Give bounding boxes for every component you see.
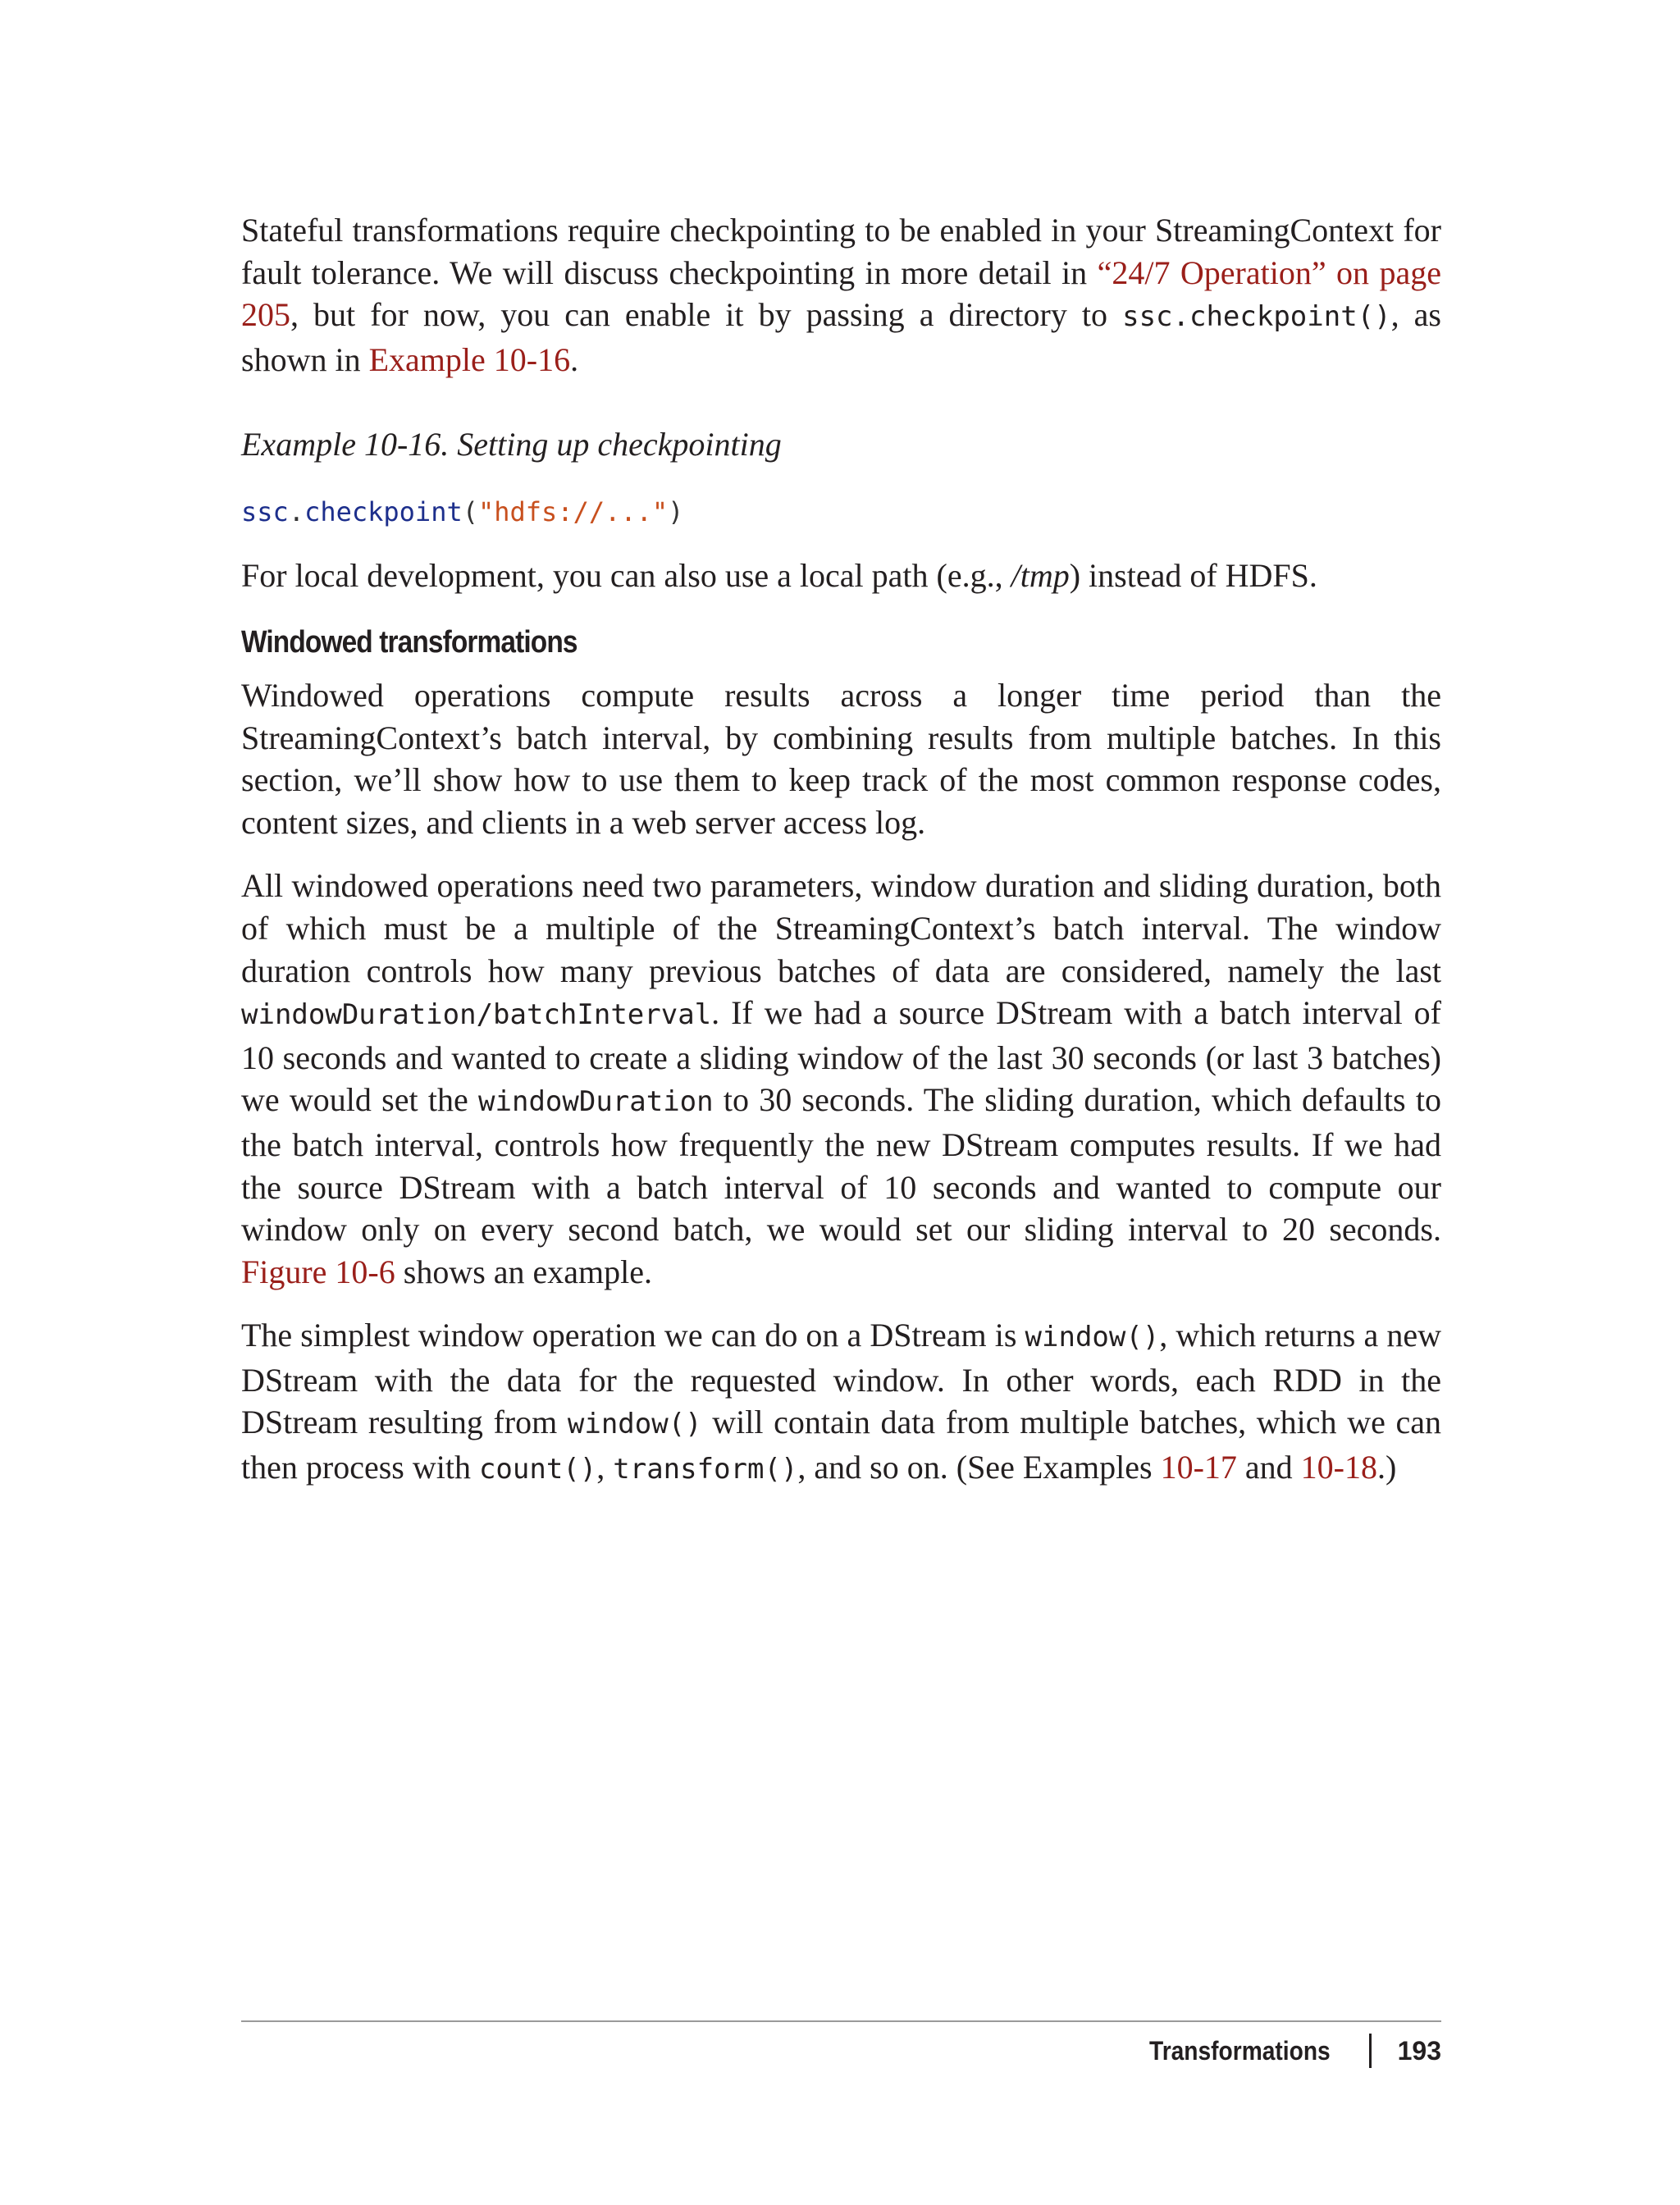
code-string: "hdfs://..." — [477, 496, 669, 528]
code-method: checkpoint — [304, 496, 463, 528]
text: .) — [1376, 1449, 1397, 1486]
text: , which returns a new DStream with the data for the requested window. In other words, each RDD in the DStream resulting from — [241, 1317, 1441, 1441]
example-caption: Example 10-16. Setting up checkpointing — [241, 426, 782, 463]
text: and — [1236, 1449, 1301, 1486]
text: , but for now, you can enable it by passing a directory to — [290, 296, 1123, 334]
paragraph-window-operation — [241, 1314, 1441, 1491]
link-24-7-operation[interactable]: “24/7 Operation” on page 205 — [241, 253, 1441, 334]
section-heading: Windowed transformations — [241, 624, 578, 660]
inline-code: ssc.checkpoint() — [1122, 300, 1391, 334]
footer-section-title: Transformations — [1148, 2036, 1331, 2066]
text: The simplest window operation we can do on a DStream is — [241, 1317, 1025, 1354]
inline-code: windowDuration — [478, 1085, 714, 1119]
text: , as shown in — [241, 296, 1441, 378]
text: , — [596, 1449, 614, 1486]
text: All windowed operations need two parameters, window duration and sliding duration, both of which must be a multiple of the StreamingContext’s batch interval. The window duration controls how many previous batches of data are considered, namely the last — [241, 867, 1441, 989]
inline-code: window() — [1025, 1321, 1160, 1354]
page-content — [241, 209, 1441, 1513]
inline-code: transform() — [613, 1453, 798, 1486]
inline-code: windowDuration/batchInterval — [241, 998, 712, 1032]
code-close-paren: ) — [668, 496, 684, 528]
footer-divider — [241, 2020, 1441, 2022]
link-example-10-16[interactable]: Example 10-16 — [368, 340, 571, 378]
text: will contain data from multiple batches, which we can then process with — [241, 1404, 1441, 1486]
text: For local development, you can also use a local path (e.g., — [241, 557, 1011, 595]
text: . If we had a source DStream with a batch interval of 10 seconds and wanted to create a sliding window of the last 30 seconds (or last 3 batches) we would set the — [241, 994, 1441, 1119]
text: to 30 seconds. The sliding duration, which defaults to the batch interval, controls how frequently the new DStream computes results. If we had the source DStream with a batch interval of 10 seconds and wanted to compute our window only on every second batch, we would set our sliding interval to 20 seconds. — [241, 1081, 1441, 1249]
text: . — [570, 340, 579, 378]
paragraph-windowed-intro — [241, 674, 1441, 843]
code-block — [241, 494, 1441, 530]
paragraph-local-development — [241, 555, 1441, 597]
link-example-10-18[interactable]: 10-18 — [1300, 1449, 1377, 1486]
text: shows an example. — [395, 1253, 653, 1290]
emphasis-path: /tmp — [1011, 557, 1070, 595]
code-object: ssc — [241, 496, 289, 528]
code-dot: . — [288, 496, 305, 528]
page-footer — [1137, 2033, 1441, 2069]
link-example-10-17[interactable]: 10-17 — [1160, 1449, 1237, 1486]
text: Windowed operations compute results across a longer time period than the StreamingContext’s batch interval, by combining results from multiple batches. In this section, we’ll show how to use them to keep track of the most common response codes, content sizes, and clients in a web server access log. — [241, 676, 1441, 841]
inline-code: count() — [478, 1453, 597, 1486]
text: , and so on. (See Examples — [797, 1449, 1161, 1486]
text: Stateful transformations require checkpointing to be enabled in your StreamingContext for fault tolerance. We will discuss checkpointing in more detail in — [241, 212, 1441, 291]
paragraph-checkpointing — [241, 209, 1441, 381]
footer-separator — [1369, 2034, 1372, 2068]
inline-code: window() — [567, 1408, 702, 1441]
paragraph-window-parameters — [241, 865, 1441, 1293]
code-open-paren: ( — [462, 496, 478, 528]
link-figure-10-6[interactable]: Figure 10-6 — [241, 1253, 395, 1290]
page-number: 193 — [1397, 2036, 1441, 2066]
text: ) instead of HDFS. — [1069, 557, 1317, 595]
